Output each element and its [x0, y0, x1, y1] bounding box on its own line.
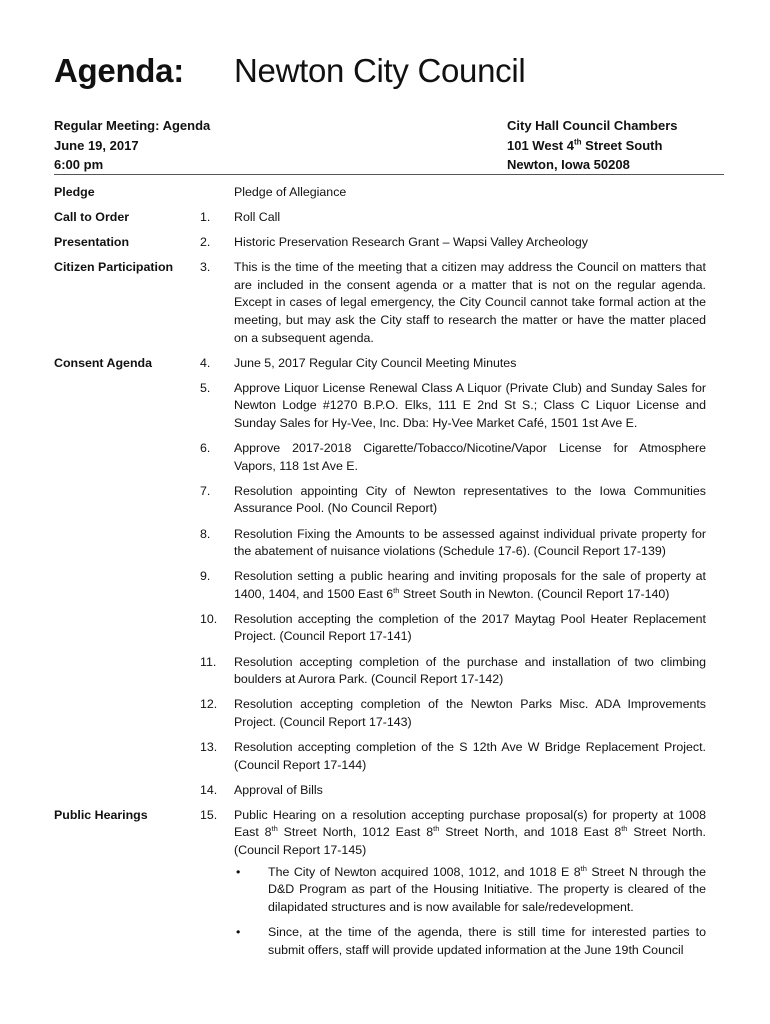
bullet-icon: • [236, 864, 241, 879]
item-number: 6. [200, 441, 211, 456]
item-number: 14. [200, 782, 218, 797]
location-street [507, 136, 677, 156]
agenda-item [54, 259, 706, 347]
item-number: 15. [200, 807, 218, 822]
agenda-list [54, 184, 706, 975]
meeting-type: Regular Meeting: Agenda [54, 118, 211, 133]
item-number: 8. [200, 526, 211, 541]
item-text-part: Street North, 1012 East 8 [277, 825, 434, 840]
agenda-item [54, 611, 706, 646]
item-text: Resolution accepting the completion of the 2017 Maytag Pool Heater Replacement Project. (Council Report 17-141) [234, 611, 706, 644]
agenda-heading: Agenda: [54, 52, 184, 89]
item-number: 12. [200, 697, 218, 712]
bullet-text-part: Street N through the D&D Program as part of the Housing Initiative. The property is cleared of the dilapidated structures and is now available for sale/redevelopment. [268, 864, 706, 914]
location-city: Newton, Iowa 50208 [507, 157, 630, 172]
item-number: 11. [200, 654, 217, 669]
agenda-item [54, 782, 706, 800]
meeting-date: June 19, 2017 [54, 137, 139, 153]
item-number: 1. [200, 210, 211, 225]
agenda-item [54, 807, 706, 968]
item-text: Resolution appointing City of Newton representatives to the Iowa Communities Assurance Pool. (No Council Report) [234, 483, 706, 516]
item-text: Approve 2017-2018 Cigarette/Tobacco/Nicotine/Vapor License for Atmosphere Vapors, 118 1st Ave E. [234, 441, 706, 473]
agenda-item [54, 483, 706, 518]
bullet-text-part: The City of Newton acquired 1008, 1012, and 1018 E 8 [268, 864, 581, 879]
item-text: Resolution accepting completion of the purchase and installation of two climbing boulders at Aurora Park. (Council Report 17-142) [234, 654, 706, 687]
agenda-item [54, 568, 706, 603]
agenda-item [54, 526, 706, 561]
bullet-item [234, 924, 706, 959]
item-text: Resolution accepting completion of the Newton Parks Misc. ADA Improvements Project. (Council Report 17-143) [234, 697, 706, 729]
item-number: 9. [200, 569, 211, 584]
bullet-list [234, 864, 706, 960]
item-number: 7. [200, 483, 211, 498]
item-text [234, 568, 706, 603]
agenda-item [54, 739, 706, 774]
header-divider [54, 174, 724, 175]
council-name-heading: Newton City Council [234, 52, 526, 89]
agenda-item [54, 380, 706, 433]
ordinal-suffix: th [393, 585, 400, 595]
item-number: 2. [200, 235, 211, 250]
location-venue: City Hall Council Chambers [507, 118, 678, 133]
ordinal-suffix: th [621, 824, 628, 834]
agenda-item [54, 696, 706, 731]
item-text: June 5, 2017 Regular City Council Meeting Minutes [234, 355, 517, 370]
item-text: Roll Call [234, 210, 281, 225]
item-text-part: Street North. (Council Report 17-145) [234, 825, 706, 857]
meeting-time: 6:00 pm [54, 157, 104, 172]
location-street-prefix: 101 West 4 [507, 137, 574, 153]
agenda-item [54, 440, 706, 475]
item-text: Resolution accepting completion of the S 12th Ave W Bridge Replacement Project. (Council Report 17-144) [234, 739, 706, 772]
section-label: Call to Order [54, 210, 130, 225]
item-number: 5. [200, 380, 211, 395]
ordinal-suffix: th [433, 824, 440, 834]
item-text: Approve Liquor License Renewal Class A Liquor (Private Club) and Sunday Sales for Newton Lodge #1270 B.P.O. Elks, 111 E 2nd St S.; Class C Liquor License and Sunday Sales for Hy-Vee, Inc. Dba: Hy-Vee Market Café, 1501 1st Ave E. [234, 380, 706, 431]
ordinal-suffix: th [580, 863, 587, 873]
ordinal-suffix: th [271, 824, 278, 834]
meeting-location [507, 116, 677, 175]
bullet-text [268, 864, 706, 917]
item-number: 4. [200, 355, 211, 370]
item-text: Resolution Fixing the Amounts to be assessed against individual private property for the abatement of nuisance violations (Schedule 17-6). (Council Report 17-139) [234, 526, 706, 559]
bullet-item [234, 864, 706, 917]
item-text: This is the time of the meeting that a citizen may address the Council on matters that are included in the consent agenda or a matter that is not on the regular agenda. Except in cases of legal emergency, the City Council cannot take formal action at the meeting, but may ask the City staff to research the matter or have the matter placed on a subsequent agenda. [234, 260, 706, 345]
item-text-part: Street North, and 1018 East 8 [439, 825, 622, 840]
location-street-suffix: Street South [581, 137, 663, 153]
section-label: Presentation [54, 235, 130, 250]
item-text-paragraph [234, 807, 706, 860]
item-number: 3. [200, 260, 211, 275]
agenda-item [54, 184, 706, 202]
item-number: 10. [200, 611, 218, 626]
item-text: Approval of Bills [234, 782, 323, 797]
bullet-icon: • [236, 925, 241, 940]
agenda-item [54, 209, 706, 227]
agenda-item [54, 355, 706, 373]
item-text: Historic Preservation Research Grant – Wapsi Valley Archeology [234, 235, 588, 250]
item-text-part: Street South in Newton. (Council Report 17-140) [399, 586, 670, 601]
meeting-info [54, 116, 210, 175]
section-label: Pledge [54, 185, 95, 199]
section-label: Citizen Participation [54, 260, 174, 275]
item-text: Pledge of Allegiance [234, 185, 347, 199]
section-label: Consent Agenda [54, 355, 152, 370]
location-street-ordinal: th [573, 137, 582, 147]
agenda-item [54, 654, 706, 689]
item-text [234, 807, 706, 968]
item-text-part: Resolution setting a public hearing and inviting proposals for the sale of property at 1400, 1404, and 1500 East 6 [234, 569, 706, 601]
item-text-part: Public Hearing on a resolution accepting purchase proposal(s) for property at 1008 East 8 [234, 807, 706, 840]
section-label: Public Hearings [54, 807, 148, 822]
item-number: 13. [200, 739, 218, 754]
agenda-item [54, 234, 706, 252]
bullet-text: Since, at the time of the agenda, there is still time for interested parties to submit offers, staff will provide updated information at the June 19th Council [268, 925, 706, 957]
